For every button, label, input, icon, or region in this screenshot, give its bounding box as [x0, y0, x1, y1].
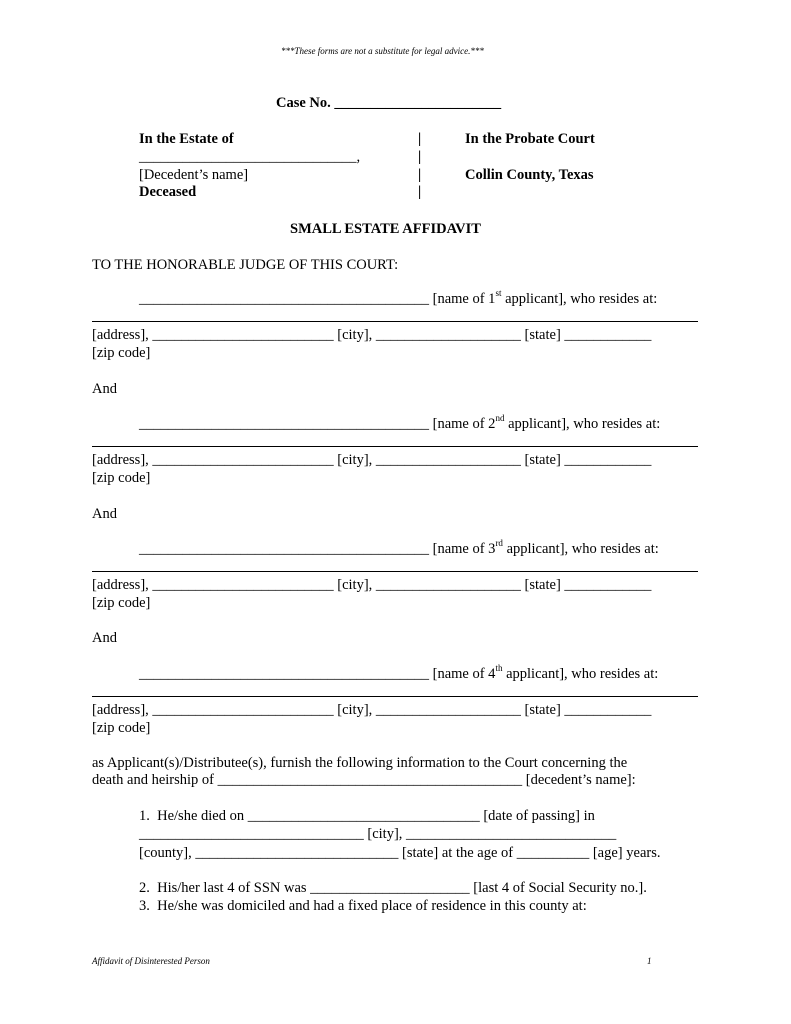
and-connector: And — [92, 506, 117, 522]
salutation-text: TO THE HONORABLE JUDGE OF THIS COURT: — [92, 257, 399, 273]
applicant-2-name-line — [139, 413, 661, 433]
county-label: Collin County, Texas — [465, 167, 594, 183]
caption-divider: | — [418, 149, 422, 165]
heirship-paragraph-line-1: as Applicant(s)/Distributee(s), furnish the following information to the Court concerning the — [92, 755, 628, 771]
name-label: [name of 3 — [432, 541, 496, 557]
deceased-label: Deceased — [139, 184, 197, 200]
applicant-1-zip-label: [zip code] — [92, 345, 151, 361]
and-connector: And — [92, 630, 117, 646]
name-label-suffix: applicant], who resides at: — [501, 291, 658, 307]
address-rule — [92, 696, 698, 697]
caption-divider: | — [418, 167, 422, 183]
name-blank: ________________________________________ — [139, 291, 429, 307]
item-1-line-2: _______________________________ [city], _____________________________ — [139, 826, 617, 842]
applicant-3-address-line: [address], _________________________ [city], ____________________ [state] ____________ — [92, 577, 652, 593]
applicant-3-zip-label: [zip code] — [92, 595, 151, 611]
ordinal-suffix: rd — [495, 538, 503, 549]
applicant-4-name-line — [139, 663, 659, 683]
name-blank: ________________________________________ — [139, 541, 429, 557]
name-label: [name of 4 — [432, 666, 496, 682]
decedent-name-label: [Decedent’s name] — [139, 167, 249, 183]
ordinal-suffix: th — [495, 663, 503, 674]
name-blank: ________________________________________ — [139, 416, 429, 432]
item-1-line-1: 1. He/she died on ________________________________ [date of passing] in — [139, 808, 595, 824]
name-label: [name of 1 — [432, 291, 496, 307]
page-number: 1 — [647, 956, 652, 966]
address-rule — [92, 321, 698, 322]
caption-divider: | — [418, 131, 422, 147]
and-connector: And — [92, 381, 117, 397]
ordinal-suffix: st — [495, 288, 502, 299]
case-number-field: Case No. _______________________ — [276, 95, 502, 111]
probate-court-label: In the Probate Court — [465, 131, 595, 147]
applicant-4-address-line: [address], _________________________ [city], ____________________ [state] ____________ — [92, 702, 652, 718]
footer-title: Affidavit of Disinterested Person — [92, 956, 210, 966]
disclaimer-text: ***These forms are not a substitute for legal advice.*** — [281, 46, 484, 56]
applicant-1-name-line — [139, 288, 658, 308]
address-rule — [92, 571, 698, 572]
applicant-3-name-line — [139, 538, 659, 558]
caption-divider: | — [418, 184, 422, 200]
applicant-1-address-line: [address], _________________________ [city], ____________________ [state] ____________ — [92, 327, 652, 343]
applicant-4-zip-label: [zip code] — [92, 720, 151, 736]
document-title: SMALL ESTATE AFFIDAVIT — [290, 221, 481, 237]
heirship-paragraph-line-2: death and heirship of __________________________________________ [decedent’s name]: — [92, 772, 636, 788]
name-label-suffix: applicant], who resides at: — [502, 541, 659, 557]
decedent-name-blank: ______________________________, — [139, 149, 361, 165]
item-1-line-3: [county], ____________________________ [state] at the age of __________ [age] years. — [139, 845, 661, 861]
address-rule — [92, 446, 698, 447]
ordinal-suffix: nd — [495, 413, 505, 424]
name-label-suffix: applicant], who resides at: — [502, 666, 659, 682]
applicant-2-zip-label: [zip code] — [92, 470, 151, 486]
item-3: 3. He/she was domiciled and had a fixed place of residence in this county at: — [139, 898, 587, 914]
item-2: 2. His/her last 4 of SSN was ______________________ [last 4 of Social Security no.]. — [139, 880, 647, 896]
applicant-2-address-line: [address], _________________________ [city], ____________________ [state] ____________ — [92, 452, 652, 468]
estate-of-label: In the Estate of — [139, 131, 234, 147]
name-blank: ________________________________________ — [139, 666, 429, 682]
name-label: [name of 2 — [432, 416, 496, 432]
name-label-suffix: applicant], who resides at: — [504, 416, 661, 432]
